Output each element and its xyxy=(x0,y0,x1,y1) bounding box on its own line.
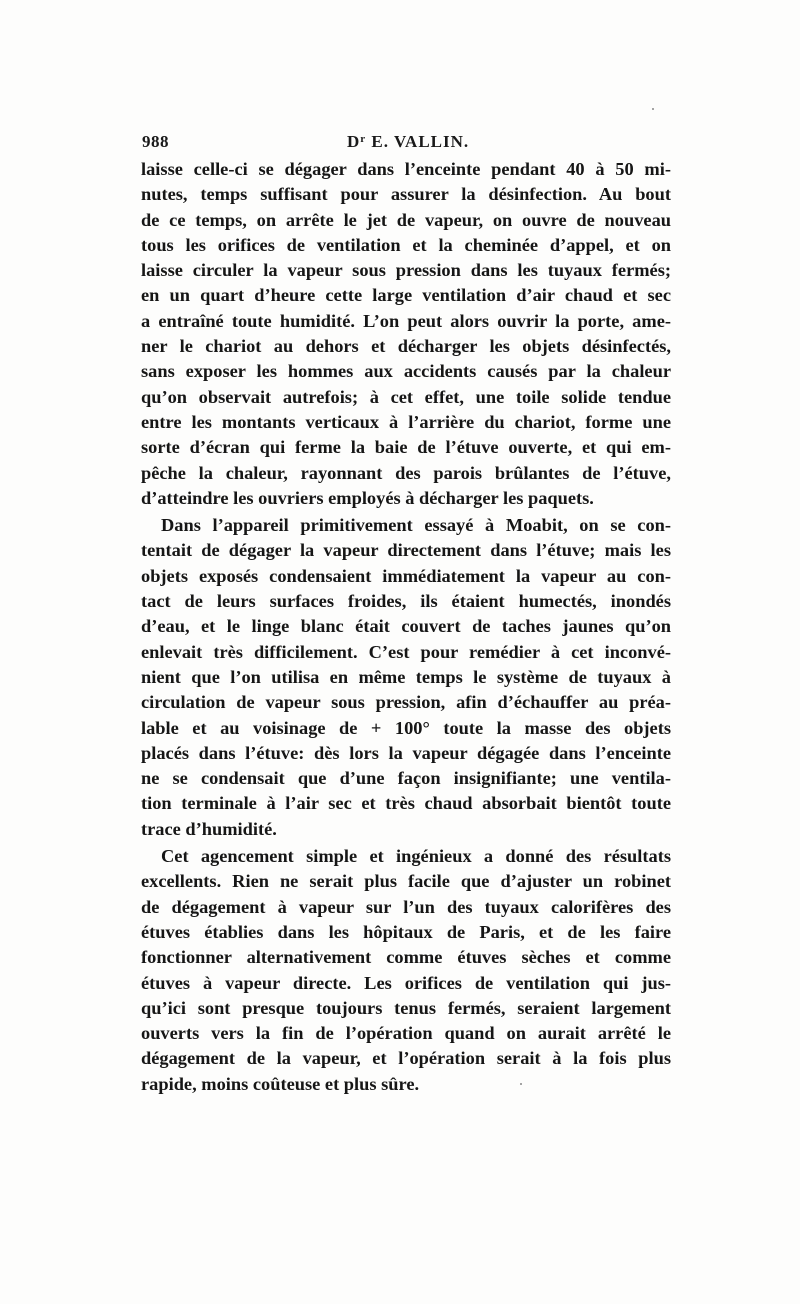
text-line: Cet agencement simple et ingénieux a donné des résultats xyxy=(161,846,671,867)
text-line: ner le chariot au dehors et décharger les objets désinfectés, xyxy=(141,336,671,357)
text-line: lable et au voisinage de + 100° toute la masse des objets xyxy=(141,717,671,738)
text-line: pêche la chaleur, rayonnant des parois brûlantes de l’étuve, xyxy=(141,462,671,483)
text-line: sorte d’écran qui ferme la baie de l’étuve ouverte, et qui em- xyxy=(141,437,671,458)
text-line: en un quart d’heure cette large ventilation d’air chaud et sec xyxy=(141,285,671,306)
text-line: fonctionner alternativement comme étuves sèches et comme xyxy=(141,947,671,968)
text-line: objets exposés condensaient immédiatement la vapeur au con- xyxy=(141,565,671,586)
text-line: ouverts vers la fin de l’opération quand on aurait arrêté le xyxy=(141,1023,671,1044)
text-line: étuves établies dans les hôpitaux de Paris, et de les faire xyxy=(141,921,671,942)
text-line: excellents. Rien ne serait plus facile que d’ajuster un robinet xyxy=(141,871,671,892)
text-line: a entraîné toute humidité. L’on peut alors ouvrir la porte, ame- xyxy=(141,310,671,331)
text-line: d’eau, et le linge blanc était couvert de taches jaunes qu’on xyxy=(141,616,671,637)
text-line: laisse circuler la vapeur sous pression dans les tuyaux fermés; xyxy=(141,260,671,281)
text-line: nutes, temps suffisant pour assurer la désinfection. Au bout xyxy=(141,184,671,205)
paragraph xyxy=(141,157,671,511)
running-head xyxy=(142,130,670,158)
text-line: placés dans l’étuve: dès lors la vapeur dégagée dans l’enceinte xyxy=(141,742,671,763)
text-line: tentait de dégager la vapeur directement dans l’étuve; mais les xyxy=(141,540,671,561)
paragraph xyxy=(141,513,671,842)
author-prefix-superscript: r xyxy=(360,133,367,145)
text-line: Dans l’appareil primitivement essayé à Moabit, on se con- xyxy=(161,515,671,536)
text-line: de dégagement à vapeur sur l’un des tuyaux calorifères des xyxy=(141,896,671,917)
author-heading xyxy=(347,132,469,152)
text-line: circulation de vapeur sous pression, afin d’échauffer au préa- xyxy=(141,692,671,713)
text-line: enlevait très difficilement. C’est pour remédier à cet inconvé- xyxy=(141,641,671,662)
text-line: tact de leurs surfaces froides, ils étaient humectés, inondés xyxy=(141,591,671,612)
ink-speck xyxy=(520,1083,522,1085)
text-line: qu’ici sont presque toujours tenus fermés, seraient largement xyxy=(141,997,671,1018)
text-line: tous les orifices de ventilation et la cheminée d’appel, et on xyxy=(141,234,671,255)
paragraph xyxy=(141,844,671,1097)
author-prefix: D xyxy=(347,132,361,151)
text-line: étuves à vapeur directe. Les orifices de ventilation qui jus- xyxy=(141,972,671,993)
text-line: tion terminale à l’air sec et très chaud absorbait bientôt toute xyxy=(141,793,671,814)
text-line: rapide, moins coûteuse et plus sûre. xyxy=(141,1073,420,1094)
body-text xyxy=(141,157,671,1099)
page-number: 988 xyxy=(142,132,169,151)
text-line: de ce temps, on arrête le jet de vapeur, on ouvre de nouveau xyxy=(141,209,671,230)
text-line: ne se condensait que d’une façon insignifiante; une ventila- xyxy=(141,768,671,789)
text-line: trace d’humidité. xyxy=(141,818,277,839)
text-line: qu’on observait autrefois; à cet effet, une toile solide tendue xyxy=(141,386,671,407)
text-line: d’atteindre les ouvriers employés à décharger les paquets. xyxy=(141,487,594,508)
text-line: laisse celle-ci se dégager dans l’enceinte pendant 40 à 50 mi- xyxy=(141,159,671,179)
text-line: entre les montants verticaux à l’arrière du chariot, forme une xyxy=(141,411,671,432)
author-name: E. VALLIN. xyxy=(371,132,470,151)
text-line: sans exposer les hommes aux accidents causés par la chaleur xyxy=(141,361,671,382)
ink-speck xyxy=(652,108,654,110)
text-line: dégagement de la vapeur, et l’opération serait à la fois plus xyxy=(141,1048,671,1069)
text-line: nient que l’on utilisa en même temps le système de tuyaux à xyxy=(141,666,671,687)
